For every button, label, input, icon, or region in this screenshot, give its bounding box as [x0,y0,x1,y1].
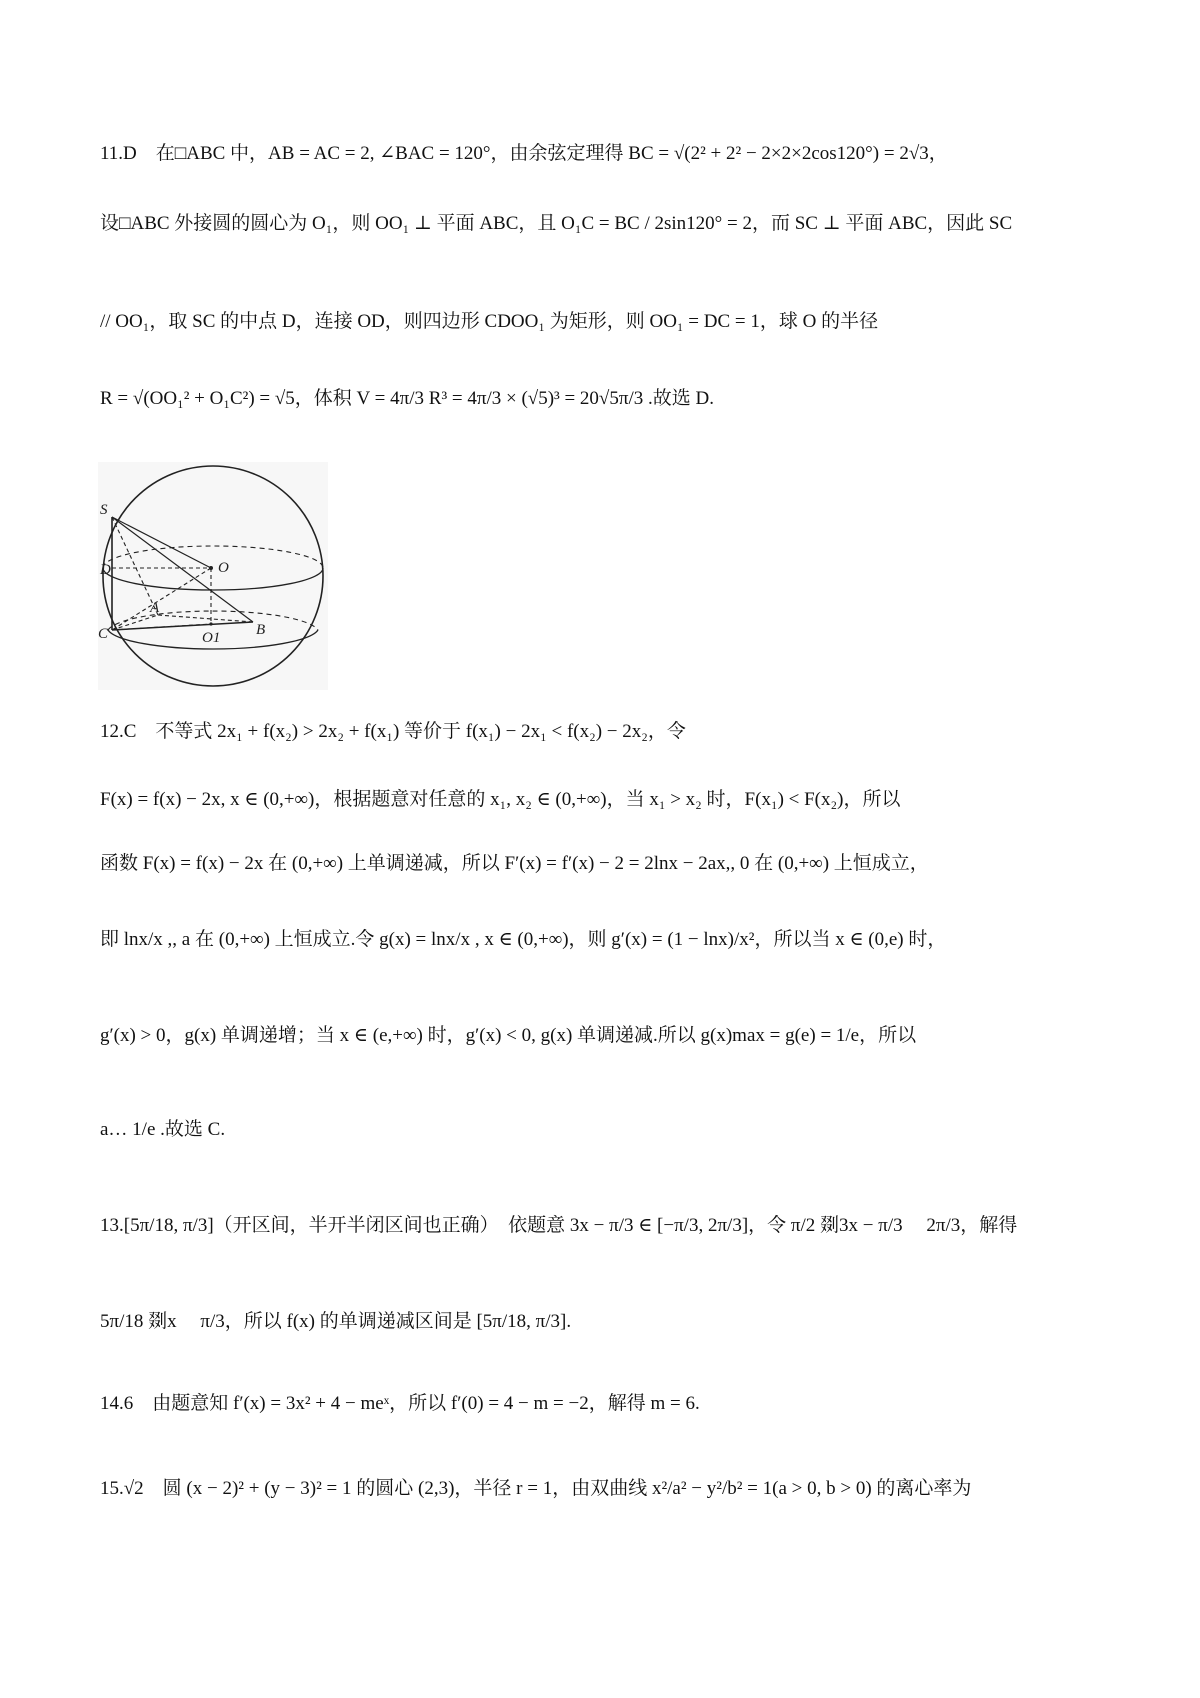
solution-12-line-3: 函数 F(x) = f(x) − 2x 在 (0,+∞) 上单调递减，所以 F′(x) = f′(x) − 2 = 2lnx − 2ax,, 0 在 (0,+∞) 上恒成立， [100,853,929,874]
solution-11-line-2: 设□ABC 外接圆的圆心为 O₁，则 OO₁ ⊥ 平面 ABC，且 O₁C = BC / 2sin120° = 2，而 SC ⊥ 平面 ABC，因此 SC [100,213,1013,234]
solution-12-line-4: 即 lnx/x ,, a 在 (0,+∞) 上恒成立.令 g(x) = lnx/x , x ∈ (0,+∞)，则 g′(x) = (1 − lnx)/x²，所以当 x ∈ (0,e) 时， [100,929,947,950]
solution-13-line-2: 5π/18 剟x π/3，所以 f(x) 的单调递减区间是 [5π/18, π/3]. [100,1311,572,1332]
solution-13-line-1: 13.[5π/18, π/3]（开区间，半开半闭区间也正确） 依题意 3x − π/3 ∈ [−π/3, 2π/3]，令 π/2 剟3x − π/3 2π/3，解得 [100,1215,1018,1236]
sphere-figure [98,462,328,690]
label-s: S [100,502,108,518]
label-o1: O1 [202,630,221,646]
solution-11-line-4: R = √(OO₁² + O₁C²) = √5，体积 V = 4π/3 R³ = 4π/3 × (√5)³ = 20√5π/3 .故选 D. [100,388,714,409]
label-b: B [256,622,266,638]
label-a: A [150,600,160,616]
solution-15-line-1: 15.√2 圆 (x − 2)² + (y − 3)² = 1 的圆心 (2,3)，半径 r = 1，由双曲线 x²/a² − y²/b² = 1(a > 0, b > 0) 的离心率为 [100,1478,972,1499]
label-o: O [218,560,229,576]
solution-11-line-1: 11.D 在□ABC 中，AB = AC = 2, ∠BAC = 120°，由余弦定理得 BC = √(2² + 2² − 2×2×2cos120°) = 2√3， [100,143,948,164]
solution-12-line-1: 12.C 不等式 2x₁ + f(x₂) > 2x₂ + f(x₁) 等价于 f(x₁) − 2x₁ < f(x₂) − 2x₂，令 [100,721,686,742]
label-d: D [100,562,111,578]
solution-12-line-6: a… 1/e .故选 C. [100,1119,226,1140]
solution-12-line-2: F(x) = f(x) − 2x, x ∈ (0,+∞)，根据题意对任意的 x₁, x₂ ∈ (0,+∞)，当 x₁ > x₂ 时，F(x₁) < F(x₂)，所以 [100,789,901,810]
label-c: C [98,626,109,642]
solution-12-line-5: g′(x) > 0，g(x) 单调递增；当 x ∈ (e,+∞) 时，g′(x) < 0, g(x) 单调递减.所以 g(x)max = g(e) = 1/e，所以 [100,1025,917,1046]
solution-11-line-3: // OO₁，取 SC 的中点 D，连接 OD，则四边形 CDOO₁ 为矩形，则 OO₁ = DC = 1，球 O 的半径 [100,311,879,332]
solution-14-line-1: 14.6 由题意知 f′(x) = 3x² + 4 − meˣ，所以 f′(0) = 4 − m = −2，解得 m = 6. [100,1393,700,1414]
